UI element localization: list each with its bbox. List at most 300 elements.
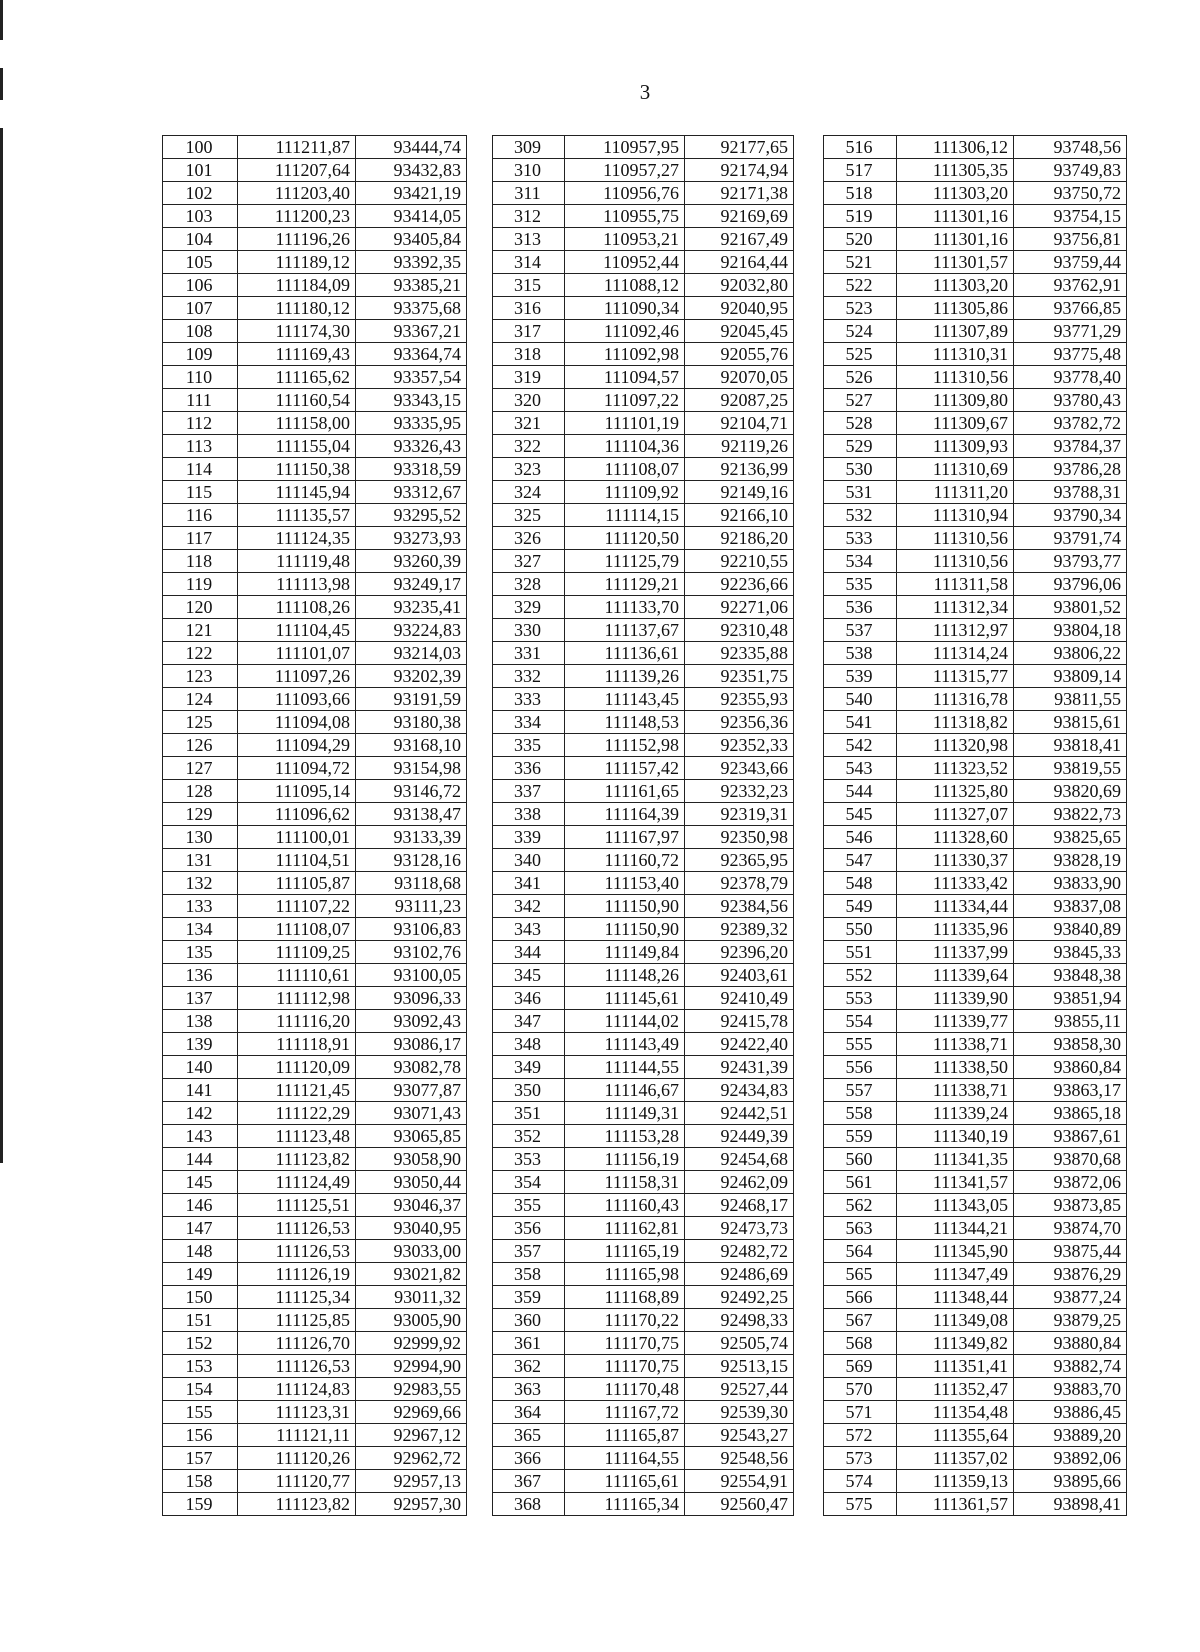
y-coordinate-cell: 93874,70 (1014, 1217, 1127, 1240)
x-coordinate-cell: 111149,31 (565, 1102, 685, 1125)
point-number-cell: 112 (163, 412, 238, 435)
table-row (163, 481, 1127, 504)
column-gap (467, 228, 493, 251)
point-number-cell: 139 (163, 1033, 238, 1056)
point-number-cell: 329 (493, 596, 565, 619)
column-gap (467, 941, 493, 964)
y-coordinate-cell: 93780,43 (1014, 389, 1127, 412)
column-gap (794, 412, 824, 435)
x-coordinate-cell: 111343,05 (897, 1194, 1014, 1217)
point-number-cell: 323 (493, 458, 565, 481)
point-number-cell: 149 (163, 1263, 238, 1286)
y-coordinate-cell: 93786,28 (1014, 458, 1127, 481)
x-coordinate-cell: 111357,02 (897, 1447, 1014, 1470)
column-gap (794, 1125, 824, 1148)
column-gap (794, 964, 824, 987)
point-number-cell: 134 (163, 918, 238, 941)
x-coordinate-cell: 111323,52 (897, 757, 1014, 780)
x-coordinate-cell: 111144,55 (565, 1056, 685, 1079)
y-coordinate-cell: 92442,51 (685, 1102, 794, 1125)
point-number-cell: 137 (163, 987, 238, 1010)
y-coordinate-cell: 93421,19 (356, 182, 467, 205)
point-number-cell: 147 (163, 1217, 238, 1240)
x-coordinate-cell: 111123,82 (238, 1493, 356, 1516)
x-coordinate-cell: 111305,35 (897, 159, 1014, 182)
x-coordinate-cell: 111125,85 (238, 1309, 356, 1332)
x-coordinate-cell: 111088,12 (565, 274, 685, 297)
x-coordinate-cell: 111162,81 (565, 1217, 685, 1240)
column-gap (467, 1217, 493, 1240)
y-coordinate-cell: 93886,45 (1014, 1401, 1127, 1424)
x-coordinate-cell: 111160,54 (238, 389, 356, 412)
y-coordinate-cell: 93364,74 (356, 343, 467, 366)
point-number-cell: 104 (163, 228, 238, 251)
x-coordinate-cell: 111165,19 (565, 1240, 685, 1263)
x-coordinate-cell: 111338,71 (897, 1079, 1014, 1102)
y-coordinate-cell: 92434,83 (685, 1079, 794, 1102)
table-row (163, 734, 1127, 757)
y-coordinate-cell: 93385,21 (356, 274, 467, 297)
y-coordinate-cell: 93820,69 (1014, 780, 1127, 803)
y-coordinate-cell: 92032,80 (685, 274, 794, 297)
x-coordinate-cell: 111167,97 (565, 826, 685, 849)
table-row (163, 1240, 1127, 1263)
y-coordinate-cell: 92468,17 (685, 1194, 794, 1217)
x-coordinate-cell: 111125,51 (238, 1194, 356, 1217)
y-coordinate-cell: 93865,18 (1014, 1102, 1127, 1125)
point-number-cell: 325 (493, 504, 565, 527)
point-number-cell: 566 (824, 1286, 897, 1309)
y-coordinate-cell: 93879,25 (1014, 1309, 1127, 1332)
point-number-cell: 122 (163, 642, 238, 665)
point-number-cell: 310 (493, 159, 565, 182)
x-coordinate-cell: 111109,92 (565, 481, 685, 504)
table-row (163, 274, 1127, 297)
x-coordinate-cell: 111097,26 (238, 665, 356, 688)
x-coordinate-cell: 111311,58 (897, 573, 1014, 596)
column-gap (467, 688, 493, 711)
point-number-cell: 352 (493, 1125, 565, 1148)
x-coordinate-cell: 111339,77 (897, 1010, 1014, 1033)
point-number-cell: 570 (824, 1378, 897, 1401)
x-coordinate-cell: 110955,75 (565, 205, 685, 228)
table-row (163, 780, 1127, 803)
x-coordinate-cell: 111126,53 (238, 1217, 356, 1240)
y-coordinate-cell: 92171,38 (685, 182, 794, 205)
table-row (163, 136, 1127, 159)
point-number-cell: 523 (824, 297, 897, 320)
x-coordinate-cell: 111312,97 (897, 619, 1014, 642)
y-coordinate-cell: 93759,44 (1014, 251, 1127, 274)
y-coordinate-cell: 92167,49 (685, 228, 794, 251)
column-gap (794, 1217, 824, 1240)
coordinates-table-body (163, 136, 1127, 1516)
x-coordinate-cell: 111335,96 (897, 918, 1014, 941)
column-gap (794, 205, 824, 228)
column-gap (467, 872, 493, 895)
y-coordinate-cell: 93138,47 (356, 803, 467, 826)
y-coordinate-cell: 93882,74 (1014, 1355, 1127, 1378)
y-coordinate-cell: 92236,66 (685, 573, 794, 596)
y-coordinate-cell: 93750,72 (1014, 182, 1127, 205)
point-number-cell: 573 (824, 1447, 897, 1470)
y-coordinate-cell: 92045,45 (685, 320, 794, 343)
table-row (163, 1194, 1127, 1217)
x-coordinate-cell: 111125,34 (238, 1286, 356, 1309)
column-gap (794, 1286, 824, 1309)
column-gap (794, 1148, 824, 1171)
y-coordinate-cell: 92169,69 (685, 205, 794, 228)
point-number-cell: 314 (493, 251, 565, 274)
point-number-cell: 565 (824, 1263, 897, 1286)
point-number-cell: 562 (824, 1194, 897, 1217)
column-gap (467, 136, 493, 159)
y-coordinate-cell: 93033,00 (356, 1240, 467, 1263)
column-gap (794, 665, 824, 688)
point-number-cell: 361 (493, 1332, 565, 1355)
table-row (163, 918, 1127, 941)
x-coordinate-cell: 111203,40 (238, 182, 356, 205)
table-row (163, 642, 1127, 665)
column-gap (467, 665, 493, 688)
point-number-cell: 334 (493, 711, 565, 734)
x-coordinate-cell: 111114,15 (565, 504, 685, 527)
point-number-cell: 328 (493, 573, 565, 596)
point-number-cell: 337 (493, 780, 565, 803)
point-number-cell: 365 (493, 1424, 565, 1447)
point-number-cell: 533 (824, 527, 897, 550)
y-coordinate-cell: 93082,78 (356, 1056, 467, 1079)
point-number-cell: 318 (493, 343, 565, 366)
x-coordinate-cell: 111133,70 (565, 596, 685, 619)
point-number-cell: 350 (493, 1079, 565, 1102)
column-gap (467, 1056, 493, 1079)
y-coordinate-cell: 93863,17 (1014, 1079, 1127, 1102)
point-number-cell: 129 (163, 803, 238, 826)
y-coordinate-cell: 93822,73 (1014, 803, 1127, 826)
y-coordinate-cell: 92527,44 (685, 1378, 794, 1401)
x-coordinate-cell: 111207,64 (238, 159, 356, 182)
x-coordinate-cell: 111148,53 (565, 711, 685, 734)
x-coordinate-cell: 111168,89 (565, 1286, 685, 1309)
point-number-cell: 311 (493, 182, 565, 205)
table-row (163, 366, 1127, 389)
y-coordinate-cell: 93825,65 (1014, 826, 1127, 849)
point-number-cell: 103 (163, 205, 238, 228)
y-coordinate-cell: 92454,68 (685, 1148, 794, 1171)
point-number-cell: 335 (493, 734, 565, 757)
x-coordinate-cell: 111150,38 (238, 458, 356, 481)
point-number-cell: 117 (163, 527, 238, 550)
y-coordinate-cell: 92422,40 (685, 1033, 794, 1056)
point-number-cell: 355 (493, 1194, 565, 1217)
y-coordinate-cell: 93058,90 (356, 1148, 467, 1171)
point-number-cell: 559 (824, 1125, 897, 1148)
table-row (163, 987, 1127, 1010)
y-coordinate-cell: 93815,61 (1014, 711, 1127, 734)
table-row (163, 826, 1127, 849)
point-number-cell: 108 (163, 320, 238, 343)
x-coordinate-cell: 111145,94 (238, 481, 356, 504)
y-coordinate-cell: 93335,95 (356, 412, 467, 435)
y-coordinate-cell: 93875,44 (1014, 1240, 1127, 1263)
x-coordinate-cell: 111354,48 (897, 1401, 1014, 1424)
y-coordinate-cell: 92994,90 (356, 1355, 467, 1378)
column-gap (467, 849, 493, 872)
x-coordinate-cell: 111097,22 (565, 389, 685, 412)
x-coordinate-cell: 111310,94 (897, 504, 1014, 527)
y-coordinate-cell: 93793,77 (1014, 550, 1127, 573)
point-number-cell: 556 (824, 1056, 897, 1079)
x-coordinate-cell: 111124,49 (238, 1171, 356, 1194)
column-gap (794, 619, 824, 642)
x-coordinate-cell: 111314,24 (897, 642, 1014, 665)
column-gap (467, 366, 493, 389)
column-gap (794, 550, 824, 573)
column-gap (794, 182, 824, 205)
x-coordinate-cell: 111310,56 (897, 550, 1014, 573)
x-coordinate-cell: 111101,19 (565, 412, 685, 435)
y-coordinate-cell: 92967,12 (356, 1424, 467, 1447)
x-coordinate-cell: 111094,08 (238, 711, 356, 734)
table-row (163, 159, 1127, 182)
y-coordinate-cell: 93077,87 (356, 1079, 467, 1102)
point-number-cell: 343 (493, 918, 565, 941)
column-gap (794, 435, 824, 458)
x-coordinate-cell: 111320,98 (897, 734, 1014, 757)
table-row (163, 1102, 1127, 1125)
point-number-cell: 130 (163, 826, 238, 849)
point-number-cell: 550 (824, 918, 897, 941)
y-coordinate-cell: 92070,05 (685, 366, 794, 389)
column-gap (467, 527, 493, 550)
y-coordinate-cell: 93784,37 (1014, 435, 1127, 458)
point-number-cell: 140 (163, 1056, 238, 1079)
x-coordinate-cell: 111196,26 (238, 228, 356, 251)
y-coordinate-cell: 92505,74 (685, 1332, 794, 1355)
x-coordinate-cell: 111156,19 (565, 1148, 685, 1171)
point-number-cell: 364 (493, 1401, 565, 1424)
table-row (163, 527, 1127, 550)
column-gap (794, 1056, 824, 1079)
x-coordinate-cell: 111150,90 (565, 918, 685, 941)
point-number-cell: 561 (824, 1171, 897, 1194)
point-number-cell: 119 (163, 573, 238, 596)
point-number-cell: 527 (824, 389, 897, 412)
column-gap (794, 228, 824, 251)
point-number-cell: 156 (163, 1424, 238, 1447)
x-coordinate-cell: 111107,22 (238, 895, 356, 918)
y-coordinate-cell: 92271,06 (685, 596, 794, 619)
column-gap (794, 504, 824, 527)
y-coordinate-cell: 92104,71 (685, 412, 794, 435)
x-coordinate-cell: 111108,07 (565, 458, 685, 481)
y-coordinate-cell: 93168,10 (356, 734, 467, 757)
y-coordinate-cell: 93870,68 (1014, 1148, 1127, 1171)
y-coordinate-cell: 93782,72 (1014, 412, 1127, 435)
point-number-cell: 151 (163, 1309, 238, 1332)
column-gap (467, 780, 493, 803)
x-coordinate-cell: 111305,86 (897, 297, 1014, 320)
x-coordinate-cell: 110957,27 (565, 159, 685, 182)
y-coordinate-cell: 92560,47 (685, 1493, 794, 1516)
table-row (163, 1079, 1127, 1102)
x-coordinate-cell: 111143,49 (565, 1033, 685, 1056)
y-coordinate-cell: 93837,08 (1014, 895, 1127, 918)
table-row (163, 619, 1127, 642)
y-coordinate-cell: 93111,23 (356, 895, 467, 918)
x-coordinate-cell: 111310,69 (897, 458, 1014, 481)
y-coordinate-cell: 93235,41 (356, 596, 467, 619)
y-coordinate-cell: 93128,16 (356, 849, 467, 872)
point-number-cell: 537 (824, 619, 897, 642)
x-coordinate-cell: 111108,26 (238, 596, 356, 619)
x-coordinate-cell: 111341,35 (897, 1148, 1014, 1171)
x-coordinate-cell: 111158,00 (238, 412, 356, 435)
column-gap (467, 274, 493, 297)
table-row (163, 1148, 1127, 1171)
point-number-cell: 520 (824, 228, 897, 251)
column-gap (467, 251, 493, 274)
point-number-cell: 542 (824, 734, 897, 757)
point-number-cell: 127 (163, 757, 238, 780)
x-coordinate-cell: 111309,80 (897, 389, 1014, 412)
table-row (163, 1010, 1127, 1033)
x-coordinate-cell: 111104,36 (565, 435, 685, 458)
y-coordinate-cell: 92177,65 (685, 136, 794, 159)
y-coordinate-cell: 93154,98 (356, 757, 467, 780)
x-coordinate-cell: 111124,35 (238, 527, 356, 550)
point-number-cell: 366 (493, 1447, 565, 1470)
x-coordinate-cell: 111153,28 (565, 1125, 685, 1148)
y-coordinate-cell: 92350,98 (685, 826, 794, 849)
y-coordinate-cell: 93892,06 (1014, 1447, 1127, 1470)
point-number-cell: 357 (493, 1240, 565, 1263)
column-gap (794, 734, 824, 757)
y-coordinate-cell: 93754,15 (1014, 205, 1127, 228)
column-gap (794, 573, 824, 596)
page-number: 3 (639, 80, 651, 104)
table-row (163, 297, 1127, 320)
y-coordinate-cell: 93858,30 (1014, 1033, 1127, 1056)
table-row (163, 964, 1127, 987)
y-coordinate-cell: 92136,99 (685, 458, 794, 481)
column-gap (794, 1424, 824, 1447)
x-coordinate-cell: 111341,57 (897, 1171, 1014, 1194)
x-coordinate-cell: 111090,34 (565, 297, 685, 320)
y-coordinate-cell: 92548,56 (685, 1447, 794, 1470)
y-coordinate-cell: 93214,03 (356, 642, 467, 665)
y-coordinate-cell: 93260,39 (356, 550, 467, 573)
y-coordinate-cell: 93005,90 (356, 1309, 467, 1332)
column-gap (794, 757, 824, 780)
point-number-cell: 135 (163, 941, 238, 964)
x-coordinate-cell: 111121,45 (238, 1079, 356, 1102)
column-gap (794, 1332, 824, 1355)
table-row (163, 389, 1127, 412)
y-coordinate-cell: 92983,55 (356, 1378, 467, 1401)
point-number-cell: 150 (163, 1286, 238, 1309)
table-row (163, 872, 1127, 895)
point-number-cell: 356 (493, 1217, 565, 1240)
x-coordinate-cell: 111122,29 (238, 1102, 356, 1125)
column-gap (794, 918, 824, 941)
y-coordinate-cell: 92969,66 (356, 1401, 467, 1424)
table-row (163, 550, 1127, 573)
point-number-cell: 548 (824, 872, 897, 895)
point-number-cell: 551 (824, 941, 897, 964)
y-coordinate-cell: 92332,23 (685, 780, 794, 803)
column-gap (467, 504, 493, 527)
column-gap (467, 895, 493, 918)
column-gap (467, 1171, 493, 1194)
x-coordinate-cell: 111120,09 (238, 1056, 356, 1079)
y-coordinate-cell: 93432,83 (356, 159, 467, 182)
y-coordinate-cell: 92498,33 (685, 1309, 794, 1332)
x-coordinate-cell: 111189,12 (238, 251, 356, 274)
table-row (163, 1447, 1127, 1470)
column-gap (467, 964, 493, 987)
point-number-cell: 564 (824, 1240, 897, 1263)
x-coordinate-cell: 111123,82 (238, 1148, 356, 1171)
y-coordinate-cell: 93191,59 (356, 688, 467, 711)
x-coordinate-cell: 110952,44 (565, 251, 685, 274)
x-coordinate-cell: 111170,48 (565, 1378, 685, 1401)
x-coordinate-cell: 111318,82 (897, 711, 1014, 734)
table-row (163, 1493, 1127, 1516)
table-row (163, 320, 1127, 343)
table-row (163, 1378, 1127, 1401)
y-coordinate-cell: 93811,55 (1014, 688, 1127, 711)
y-coordinate-cell: 92384,56 (685, 895, 794, 918)
point-number-cell: 142 (163, 1102, 238, 1125)
y-coordinate-cell: 93357,54 (356, 366, 467, 389)
point-number-cell: 143 (163, 1125, 238, 1148)
x-coordinate-cell: 111351,41 (897, 1355, 1014, 1378)
y-coordinate-cell: 93877,24 (1014, 1286, 1127, 1309)
y-coordinate-cell: 93806,22 (1014, 642, 1127, 665)
point-number-cell: 344 (493, 941, 565, 964)
x-coordinate-cell: 111153,40 (565, 872, 685, 895)
y-coordinate-cell: 93804,18 (1014, 619, 1127, 642)
x-coordinate-cell: 111146,67 (565, 1079, 685, 1102)
column-gap (467, 1194, 493, 1217)
column-gap (794, 1033, 824, 1056)
x-coordinate-cell: 111164,39 (565, 803, 685, 826)
y-coordinate-cell: 92410,49 (685, 987, 794, 1010)
x-coordinate-cell: 111143,45 (565, 688, 685, 711)
y-coordinate-cell: 93405,84 (356, 228, 467, 251)
point-number-cell: 128 (163, 780, 238, 803)
point-number-cell: 351 (493, 1102, 565, 1125)
y-coordinate-cell: 93889,20 (1014, 1424, 1127, 1447)
x-coordinate-cell: 111136,61 (565, 642, 685, 665)
y-coordinate-cell: 93040,95 (356, 1217, 467, 1240)
column-gap (794, 1263, 824, 1286)
column-gap (467, 1493, 493, 1516)
x-coordinate-cell: 111307,89 (897, 320, 1014, 343)
y-coordinate-cell: 93295,52 (356, 504, 467, 527)
column-gap (467, 1148, 493, 1171)
x-coordinate-cell: 111164,55 (565, 1447, 685, 1470)
x-coordinate-cell: 111180,12 (238, 297, 356, 320)
point-number-cell: 540 (824, 688, 897, 711)
y-coordinate-cell: 93791,74 (1014, 527, 1127, 550)
point-number-cell: 526 (824, 366, 897, 389)
x-coordinate-cell: 111303,20 (897, 274, 1014, 297)
y-coordinate-cell: 92335,88 (685, 642, 794, 665)
x-coordinate-cell: 111355,64 (897, 1424, 1014, 1447)
